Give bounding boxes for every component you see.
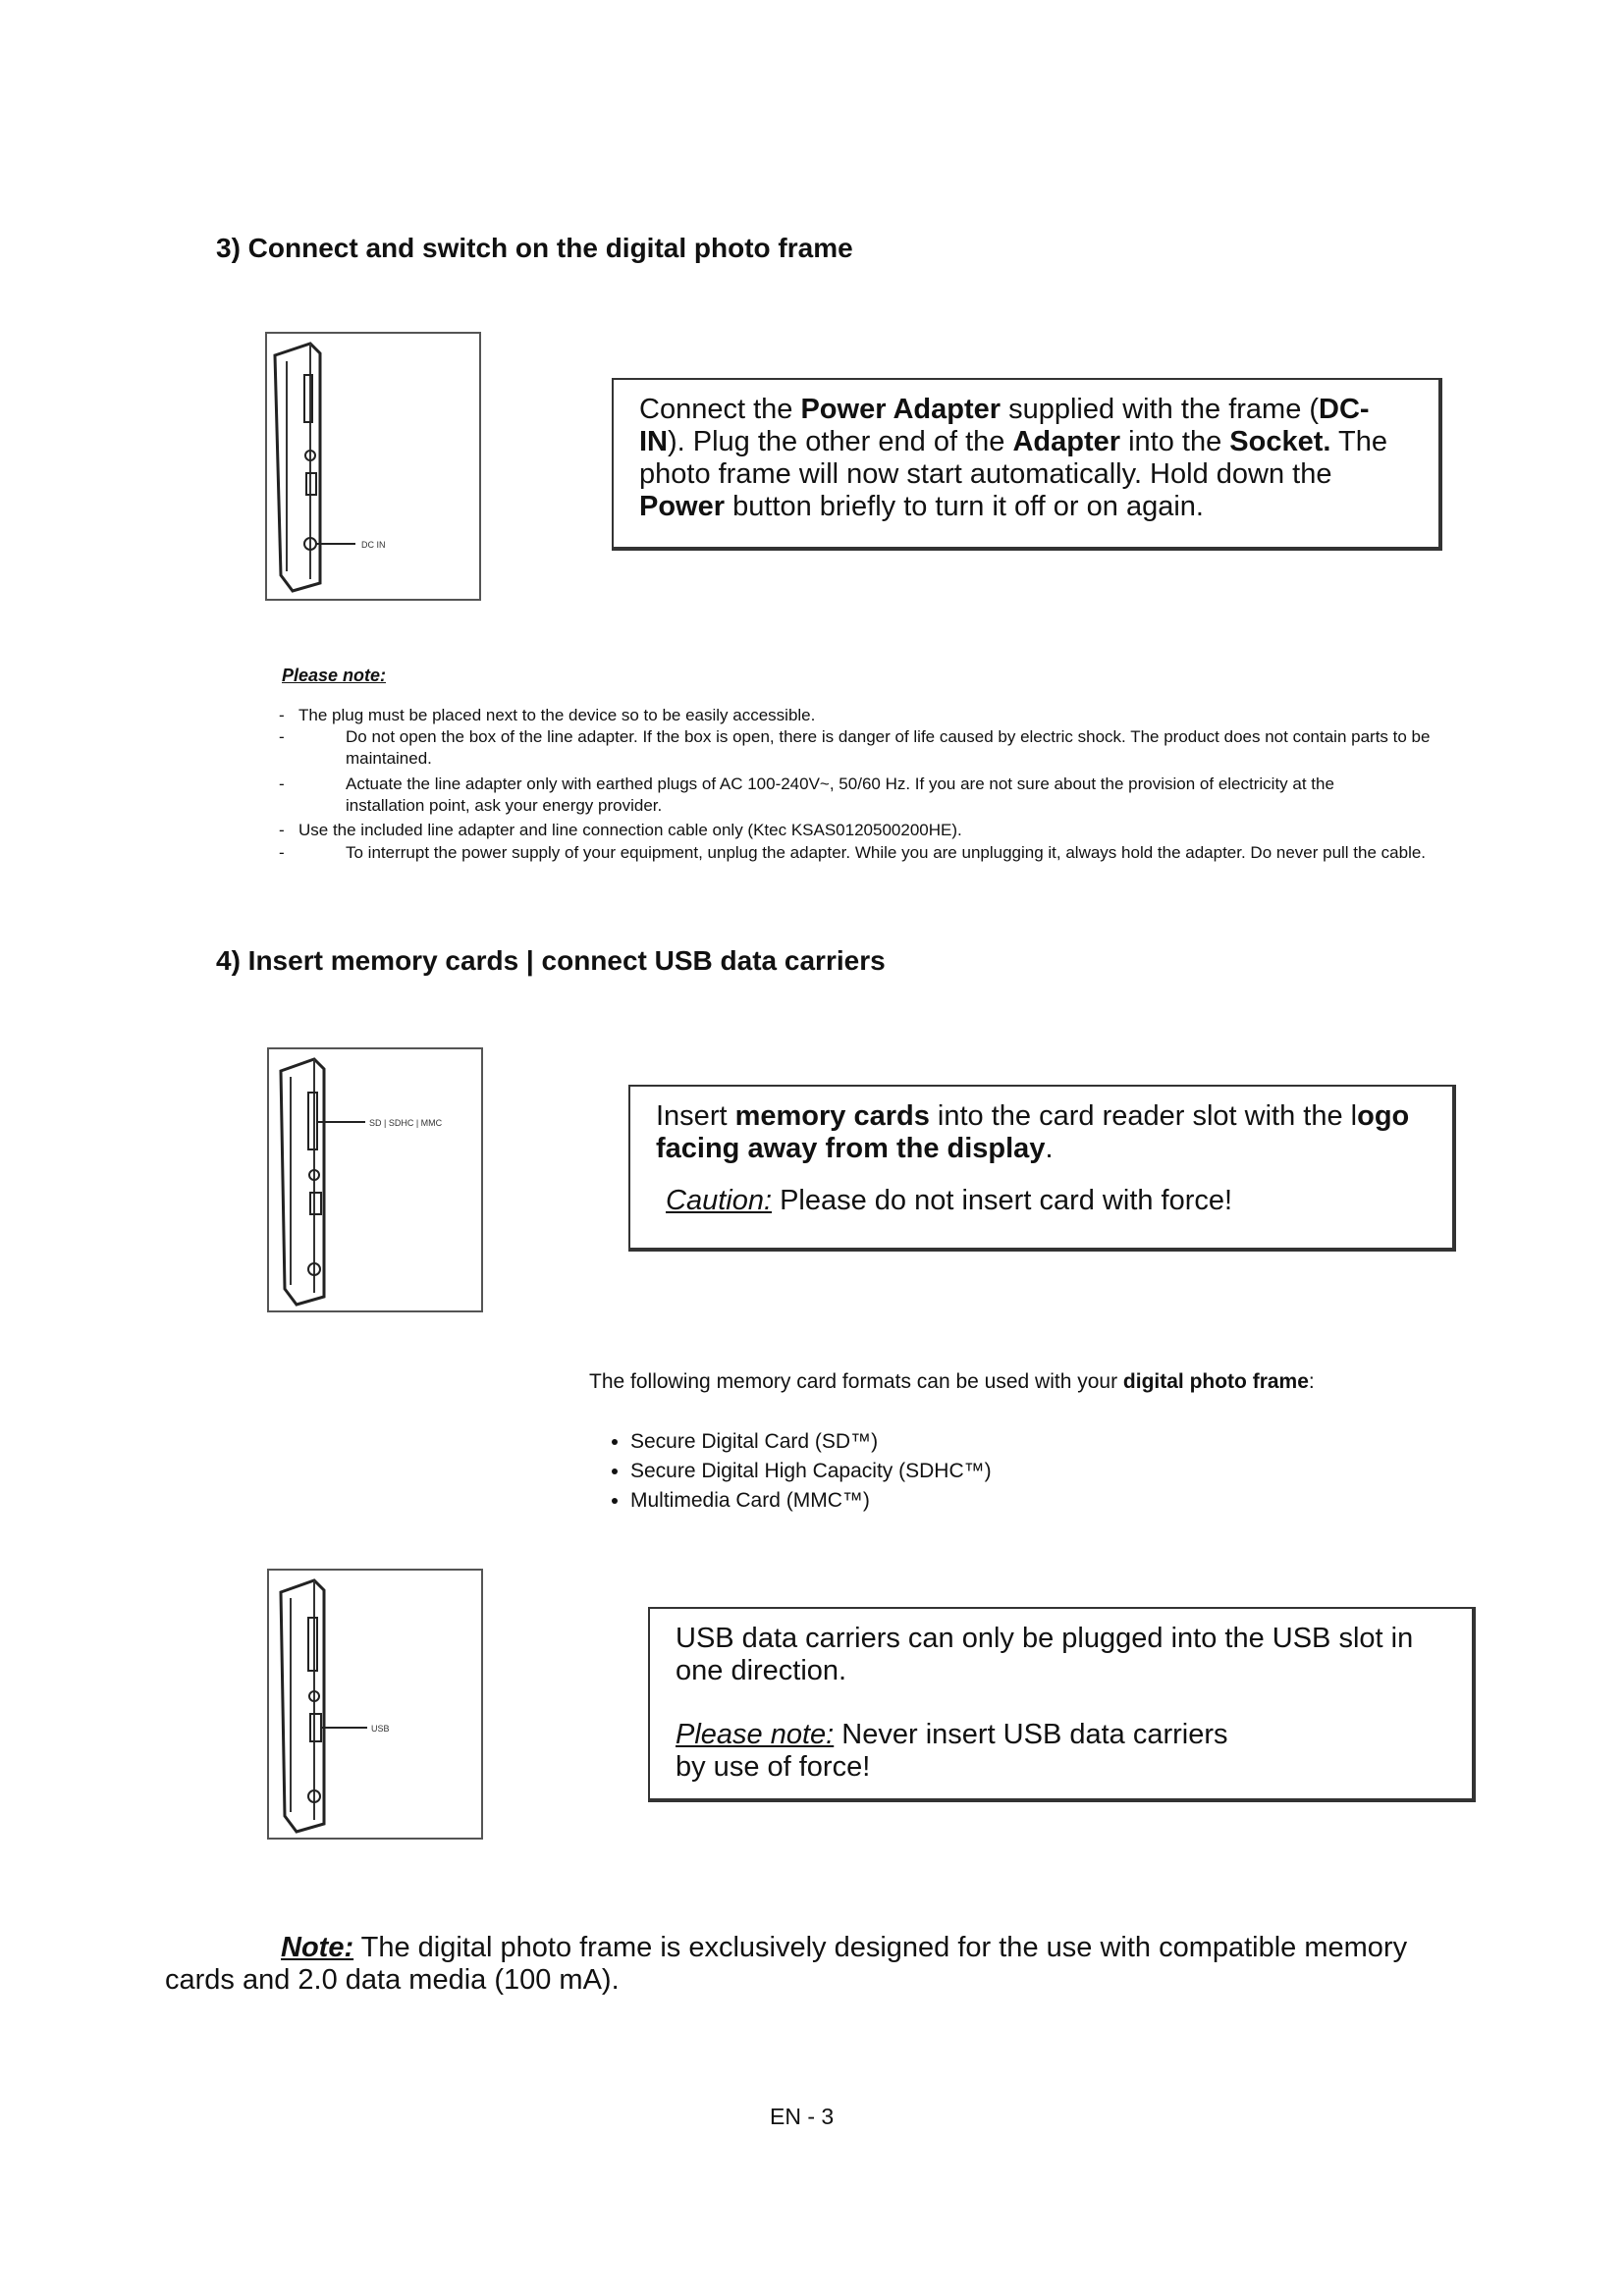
usb-note-line: Please note: Never insert USB data carriers by use of force! bbox=[676, 1719, 1228, 1783]
formats-list bbox=[589, 1427, 1473, 1516]
memory-card-formats bbox=[589, 1367, 1473, 1516]
page-number: EN - 3 bbox=[770, 2104, 835, 2129]
device-side-illustration-usb bbox=[267, 1569, 483, 1840]
list-item: • Multimedia Card (MMC™) bbox=[630, 1486, 1473, 1516]
dc-in-label: DC IN bbox=[361, 540, 386, 550]
usb-label: USB bbox=[371, 1724, 390, 1734]
power-adapter-instructions: Connect the Power Adapter supplied with the frame (DC-IN). Plug the other end of the Adapter into the Socket. The photo frame will now start automatically. Hold down the Power button briefly to turn it off or on again. bbox=[639, 394, 1387, 522]
section-3-heading: 3) Connect and switch on the digital photo frame bbox=[216, 233, 853, 263]
final-note-label: Note: bbox=[281, 1932, 354, 1963]
device-side-illustration-card bbox=[267, 1047, 483, 1312]
list-item: • Secure Digital Card (SD™) bbox=[630, 1427, 1473, 1457]
device-side-drawing bbox=[267, 334, 479, 599]
list-item: • Secure Digital High Capacity (SDHC™) bbox=[630, 1457, 1473, 1486]
caution-line: Caution: Please do not insert card with force! bbox=[666, 1185, 1233, 1216]
please-note-heading: Please note: bbox=[282, 666, 387, 685]
final-note: Note: The digital photo frame is exclusively designed for the use with compatible memory cards and 2.0 data media (100 mA). bbox=[165, 1932, 1408, 1996]
card-slot-label: SD | SDHC | MMC bbox=[369, 1118, 443, 1128]
power-adapter-callout bbox=[612, 378, 1442, 551]
safety-notes-list: - The plug must be placed next to the device so to be easily accessible. - Do not open the box of the line adapter. If the box is open, there is danger of life caused by electric shock. The product does not contain parts to be maintained. - Actuate the line adapter only with earthed plugs of AC 100-240V~, 50/60 Hz. If you are not sure about the provision of electricity at the installation point, ask your energy provider. - Use the included line adapter and line connection cable only (Ktec KSAS0120500200HE). - To interrupt the power supply of your equipment, unplug the adapter. While you are unplugging it, always hold the adapter. Do never pull the cable. bbox=[279, 706, 1431, 862]
device-side-illustration-power bbox=[265, 332, 481, 601]
usb-callout bbox=[648, 1607, 1476, 1802]
device-side-drawing bbox=[269, 1571, 481, 1838]
usb-instructions: USB data carriers can only be plugged into the USB slot in one direction. bbox=[676, 1623, 1414, 1686]
caution-label: Caution: bbox=[666, 1185, 773, 1216]
memory-card-callout bbox=[628, 1085, 1456, 1252]
formats-intro: The following memory card formats can be used with your digital photo frame: bbox=[589, 1370, 1315, 1393]
usb-note-label: Please note: bbox=[676, 1719, 835, 1750]
memory-card-instructions: Insert memory cards into the card reader slot with the logo facing away from the display. bbox=[656, 1100, 1410, 1164]
device-side-drawing bbox=[269, 1049, 481, 1310]
section-4-heading: 4) Insert memory cards | connect USB data carriers bbox=[216, 945, 886, 976]
